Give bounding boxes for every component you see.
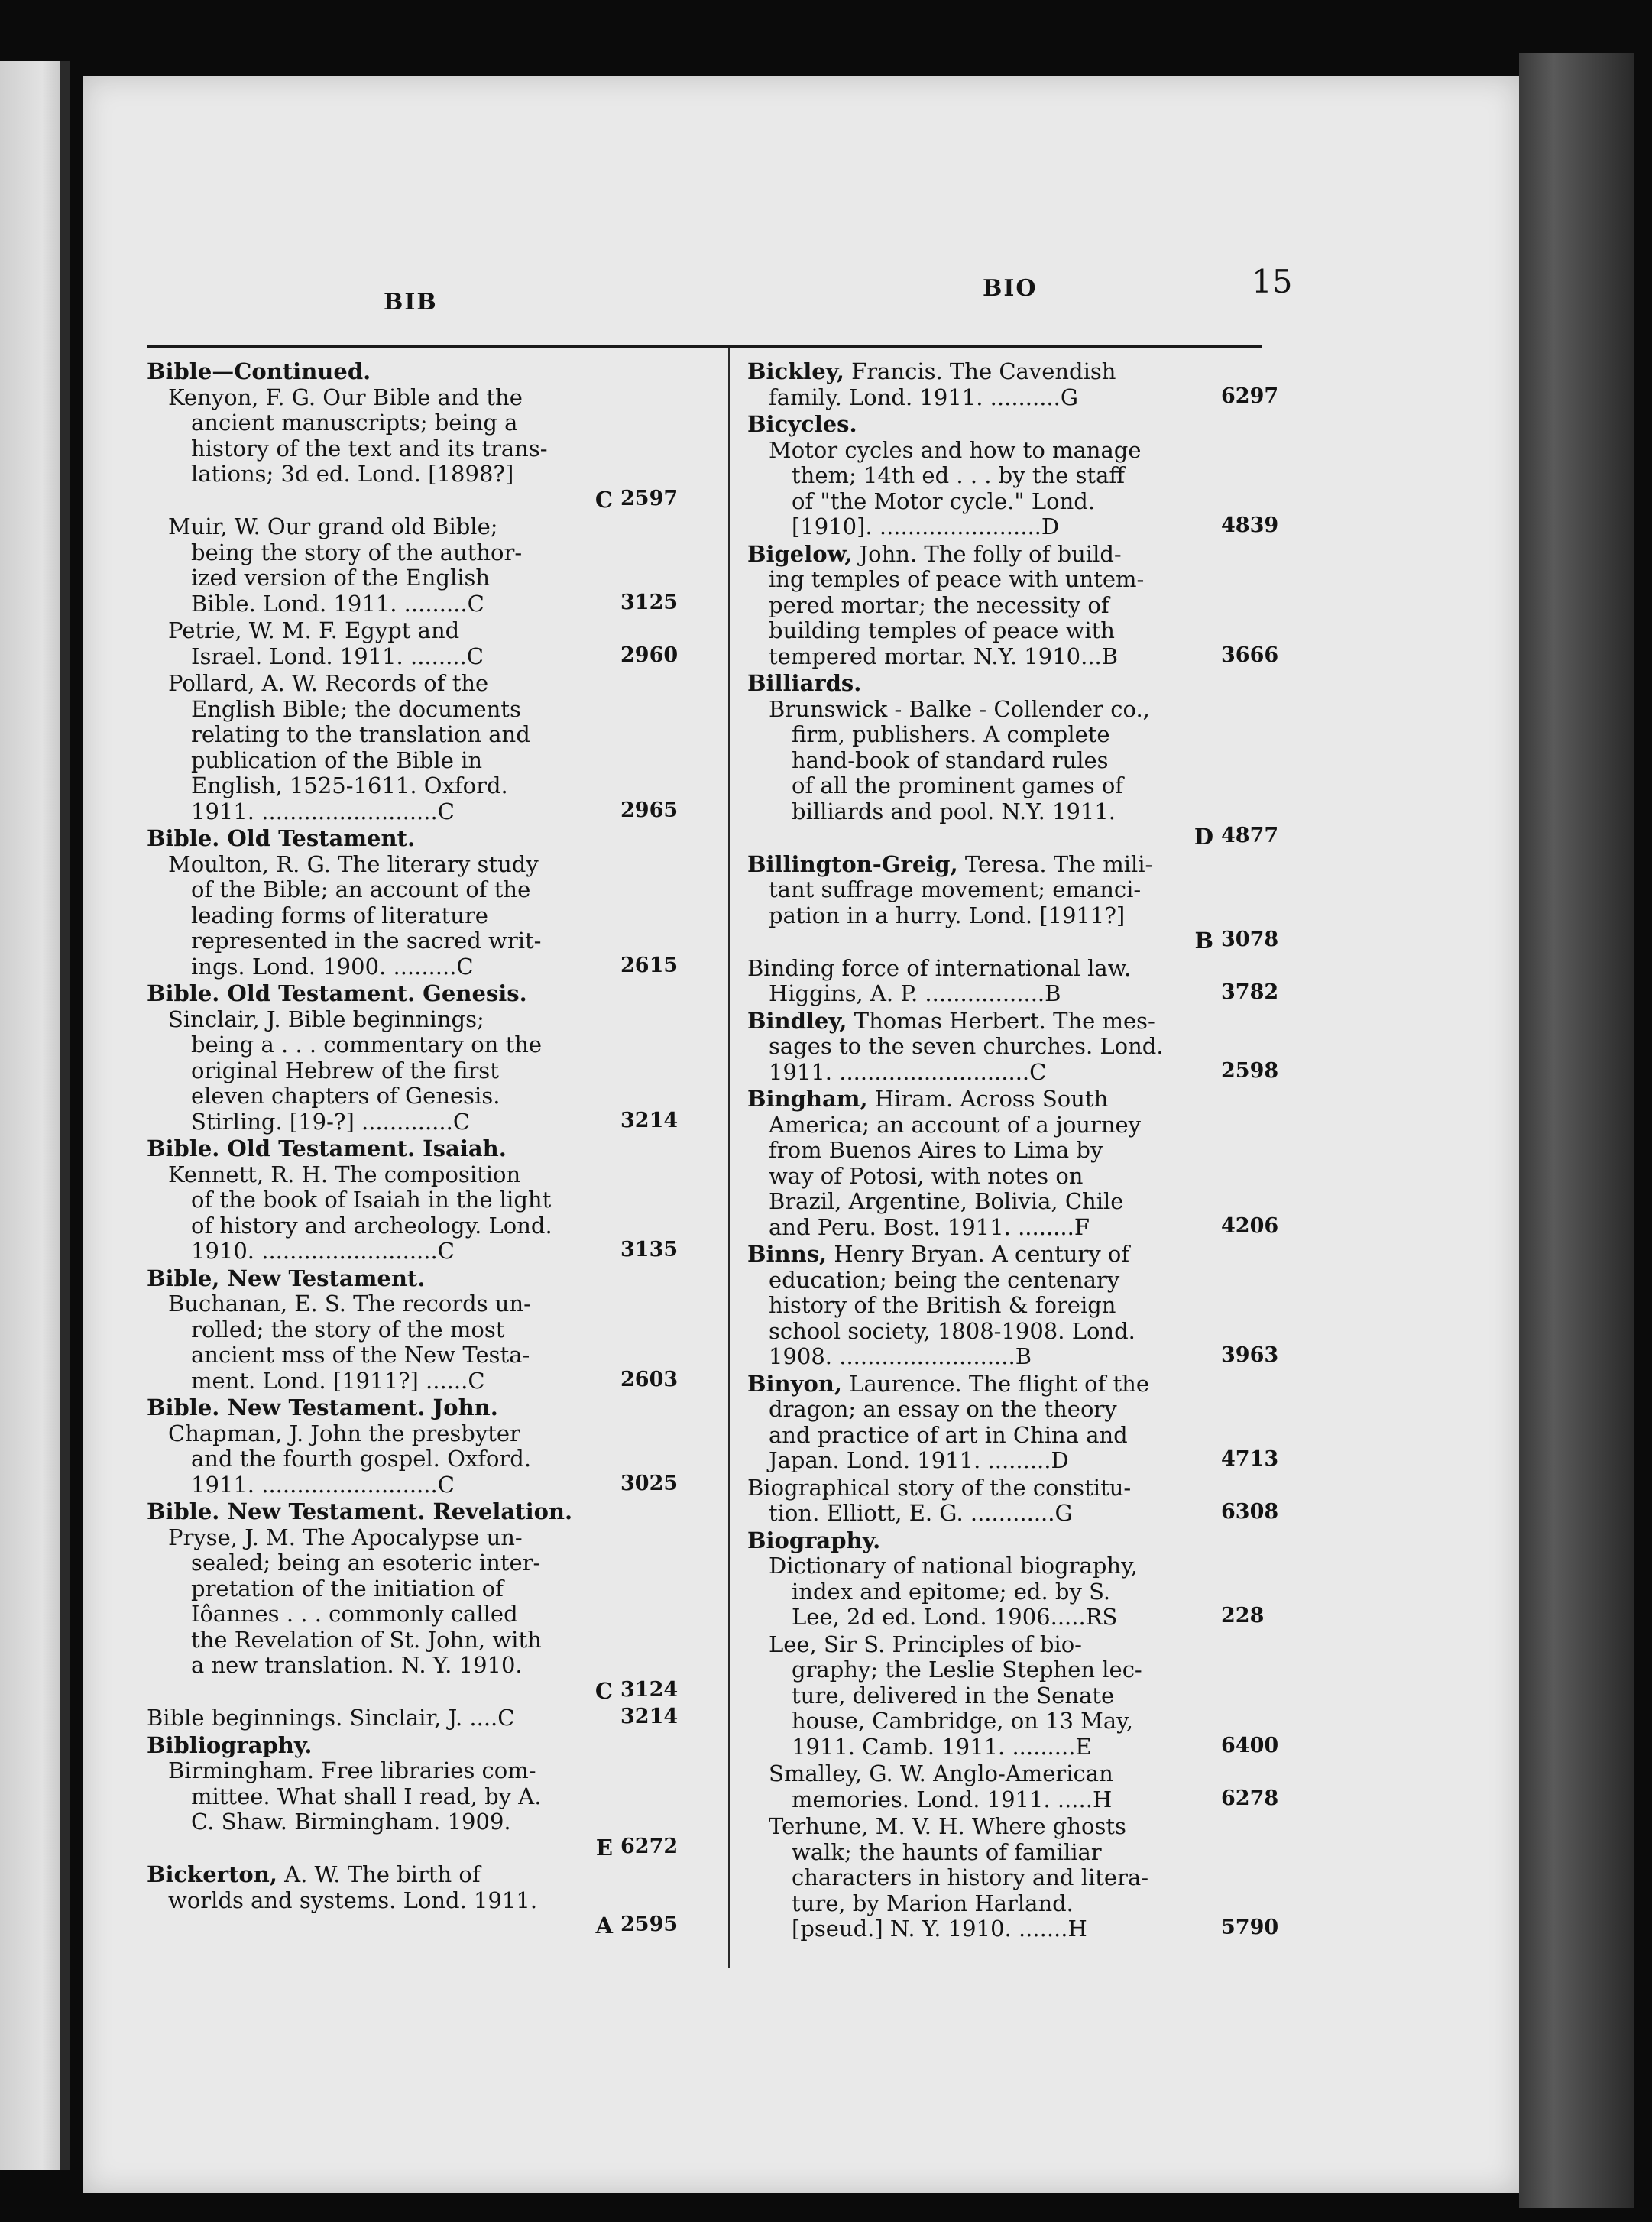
entry-line: family. Lond. 1911. ..........G: [769, 384, 1079, 410]
entry-line: Terhune, M. V. H. Where ghosts: [769, 1813, 1126, 1839]
catalog-entry: [747, 1372, 1328, 1474]
catalog-entry: [147, 618, 727, 669]
entry-line: relating to the translation and: [191, 721, 530, 747]
call-number: 3666: [1221, 643, 1279, 667]
entry-line: and practice of art in China and: [769, 1421, 1128, 1448]
call-number: 4839: [1221, 513, 1279, 537]
entry-line: tempered mortar. N.Y. 1910...B: [769, 643, 1119, 669]
entry-line: the Revelation of St. John, with: [191, 1626, 542, 1653]
entry-line: ings. Lond. 1900. .........C: [191, 953, 474, 980]
call-number: 2615: [620, 953, 679, 977]
catalog-entry: [747, 1632, 1328, 1760]
call-number: 3963: [1221, 1343, 1279, 1367]
catalog-entry: [147, 1758, 727, 1861]
subject-heading: Billiards.: [747, 670, 862, 696]
entry-line: education; being the centenary: [769, 1266, 1120, 1293]
subject-heading: Bible. Old Testament. Genesis.: [147, 980, 527, 1006]
entry-line: English Bible; the documents: [191, 695, 521, 722]
catalog-entry: [747, 359, 1328, 410]
call-number: 2965: [620, 798, 679, 822]
column-divider: [728, 348, 730, 1968]
entry-line: Bindley, Thomas Herbert. The mes-: [747, 1007, 1155, 1034]
entry-line: publication of the Bible in: [191, 747, 483, 773]
catalog-entry: [147, 852, 727, 980]
entry-line: 1911. Camb. 1911. .........E: [792, 1733, 1092, 1760]
entry-line: graphy; the Leslie Stephen lec-: [792, 1657, 1142, 1683]
call-number: 3214: [620, 1108, 679, 1132]
entry-line: firm, publishers. A complete: [792, 721, 1110, 747]
entry-line: Brazil, Argentine, Bolivia, Chile: [769, 1188, 1124, 1214]
entry-line: 1908. .........................B: [769, 1343, 1032, 1369]
call-number: 6297: [1221, 384, 1279, 408]
entry-line: Petrie, W. M. F. Egypt and: [168, 617, 460, 643]
entry-line: history of the British & foreign: [769, 1292, 1116, 1318]
call-number: 5790: [1221, 1916, 1279, 1939]
entry-line: being a . . . commentary on the: [191, 1032, 543, 1058]
catalog-entry: [747, 1553, 1328, 1631]
catalog-entry: [747, 1009, 1328, 1086]
entry-line: eleven chapters of Genesis.: [191, 1083, 500, 1109]
entry-line: Bickley, Francis. The Cavendish: [747, 358, 1116, 384]
catalog-entry: [747, 852, 1328, 954]
call-number: 3125: [620, 590, 679, 614]
subject-heading: Bible. Old Testament.: [147, 825, 416, 851]
entry-line: Motor cycles and how to manage: [769, 436, 1142, 463]
catalog-entry: [747, 1242, 1328, 1370]
entry-line: ture, by Marion Harland.: [792, 1890, 1074, 1916]
left-column: [147, 359, 727, 1941]
entry-line: school society, 1808-1908. Lond.: [769, 1317, 1135, 1344]
entry-line: of the Bible; an account of the: [191, 876, 531, 902]
entry-line: America; an account of a journey: [769, 1111, 1142, 1138]
entry-line: walk; the haunts of familiar: [792, 1838, 1102, 1865]
catalog-entry: [147, 1162, 727, 1265]
entry-line: Binyon, Laurence. The flight of the: [747, 1370, 1150, 1397]
entry-line: [pseud.] N. Y. 1910. .......H: [792, 1916, 1087, 1942]
entry-line: Binding force of international law.: [747, 954, 1132, 981]
entry-line: [1910]. .......................D: [792, 513, 1060, 539]
call-number: 3078: [1221, 928, 1279, 951]
entry-line: English, 1525-1611. Oxford.: [191, 773, 508, 798]
subject-heading: Bibliography.: [147, 1731, 313, 1758]
call-number: 2960: [620, 643, 679, 667]
call-number: 3025: [620, 1471, 679, 1495]
entry-line: Smalley, G. W. Anglo-American: [769, 1760, 1113, 1786]
entry-line: tion. Elliott, E. G. ............G: [769, 1500, 1073, 1526]
subject-heading: Bible. New Testament. Revelation.: [147, 1498, 573, 1524]
entry-line: leading forms of literature: [191, 902, 488, 928]
entry-line: B: [1194, 928, 1213, 954]
call-number: 4206: [1221, 1213, 1279, 1238]
entry-line: Bible. Lond. 1911. .........C: [191, 590, 484, 617]
call-number: 6308: [1221, 1500, 1279, 1524]
entry-line: C. Shaw. Birmingham. 1909.: [191, 1809, 511, 1835]
entry-line: ment. Lond. [1911?] ......C: [191, 1367, 485, 1394]
entry-line: Chapman, J. John the presbyter: [168, 1420, 520, 1446]
entry-line: memories. Lond. 1911. .....H: [792, 1786, 1113, 1812]
entry-line: Bigelow, John. The folly of build-: [747, 540, 1122, 567]
subject-heading: Bicycles.: [747, 411, 857, 437]
entry-line: and Peru. Bost. 1911. ........F: [769, 1213, 1090, 1240]
entry-line: Billington-Greig, Teresa. The mili-: [747, 850, 1153, 877]
call-number: 3135: [620, 1238, 679, 1262]
catalog-entry: [147, 1705, 727, 1731]
entry-line: A: [595, 1913, 613, 1939]
call-number: 2603: [620, 1367, 679, 1391]
right-guide-word: BIO: [983, 275, 1038, 302]
entry-line: pretation of the initiation of: [191, 1575, 504, 1602]
catalog-entry: [747, 1814, 1328, 1942]
entry-line: tant suffrage movement; emanci-: [769, 876, 1142, 902]
entry-line: Pollard, A. W. Records of the: [168, 670, 489, 696]
catalog-entry: [147, 1007, 727, 1135]
entry-line: a new translation. N. Y. 1910.: [191, 1652, 523, 1678]
entry-line: Buchanan, E. S. The records un-: [168, 1291, 531, 1317]
call-number: 2597: [620, 486, 679, 510]
entry-line: ancient manuscripts; being a: [191, 410, 518, 436]
left-guide-word: BIB: [384, 289, 438, 316]
catalog-entry: [747, 438, 1328, 540]
entry-line: and the fourth gospel. Oxford.: [191, 1446, 532, 1472]
catalog-entry: [147, 671, 727, 824]
entry-line: Japan. Lond. 1911. .........D: [769, 1447, 1069, 1473]
catalog-entry: [147, 1421, 727, 1498]
call-number: 6278: [1221, 1786, 1279, 1810]
entry-line: sealed; being an esoteric inter-: [191, 1550, 541, 1576]
entry-line: ancient mss of the New Testa-: [191, 1342, 530, 1368]
catalog-entry: [147, 514, 727, 617]
entry-line: from Buenos Aires to Lima by: [769, 1137, 1103, 1163]
call-number: 3124: [620, 1677, 679, 1702]
entry-line: E: [595, 1834, 613, 1861]
catalog-entry: [747, 1475, 1328, 1527]
entry-line: pered mortar; the necessity of: [769, 591, 1109, 618]
entry-line: Bible beginnings. Sinclair, J. ....C: [147, 1705, 515, 1731]
catalog-entry: [747, 1761, 1328, 1812]
catalog-entry: [747, 542, 1328, 670]
entry-line: 1911. .........................C: [191, 1471, 455, 1498]
call-number: 6400: [1221, 1733, 1279, 1757]
call-number: 3782: [1221, 980, 1279, 1004]
catalog-entry: [747, 697, 1328, 850]
subject-heading: Bible. Old Testament. Isaiah.: [147, 1135, 507, 1161]
call-number: 228: [1221, 1604, 1265, 1628]
subject-heading: Bible, New Testament.: [147, 1265, 426, 1291]
entry-line: of the book of Isaiah in the light: [191, 1187, 552, 1213]
book-edge: [1519, 53, 1634, 2208]
entry-line: hand-book of standard rules: [792, 747, 1109, 773]
header-rule: [147, 345, 1262, 348]
entry-line: ture, delivered in the Senate: [792, 1682, 1115, 1709]
entry-line: worlds and systems. Lond. 1911.: [168, 1887, 538, 1913]
catalog-entry: [147, 1525, 727, 1705]
entry-line: billiards and pool. N.Y. 1911.: [792, 798, 1116, 824]
entry-line: Muir, W. Our grand old Bible;: [168, 513, 498, 539]
subject-heading: Bible—Continued.: [147, 358, 371, 384]
entry-line: Bingham, Hiram. Across South: [747, 1086, 1109, 1112]
catalog-entry: [147, 1862, 727, 1939]
entry-line: Moulton, R. G. The literary study: [168, 850, 539, 877]
entry-line: building temples of peace with: [769, 617, 1115, 643]
entry-line: of all the prominent games of: [792, 773, 1124, 798]
entry-line: rolled; the story of the most: [191, 1316, 505, 1343]
entry-line: Lee, 2d ed. Lond. 1906.....RS: [792, 1604, 1118, 1630]
right-column: [747, 359, 1328, 1944]
call-number: 2595: [620, 1913, 679, 1936]
entry-line: Kenyon, F. G. Our Bible and the: [168, 384, 523, 410]
call-number: 4877: [1221, 824, 1279, 847]
entry-line: characters in history and litera-: [792, 1864, 1149, 1890]
entry-line: lations; 3d ed. Lond. [1898?]: [191, 461, 514, 487]
entry-line: 1911. ...........................C: [769, 1058, 1047, 1085]
entry-line: dragon; an essay on the theory: [769, 1396, 1117, 1422]
call-number: 6272: [620, 1834, 679, 1858]
entry-line: history of the text and its trans-: [191, 435, 548, 462]
entry-line: 1910. .........................C: [191, 1238, 455, 1264]
entry-line: index and epitome; ed. by S.: [792, 1578, 1111, 1605]
entry-line: 1911. .........................C: [191, 798, 455, 824]
entry-line: way of Potosi, with notes on: [769, 1162, 1084, 1189]
catalog-entry: [147, 1291, 727, 1394]
entry-line: Pryse, J. M. The Apocalypse un-: [168, 1524, 523, 1550]
entry-line: C: [594, 1677, 613, 1704]
entry-line: sages to the seven churches. Lond.: [769, 1033, 1164, 1059]
entry-line: Binns, Henry Bryan. A century of: [747, 1241, 1130, 1267]
catalog-entry: [747, 956, 1328, 1007]
page-number: 15: [1252, 263, 1293, 300]
call-number: 4713: [1221, 1447, 1279, 1471]
entry-line: Stirling. [19-?] .............C: [191, 1108, 471, 1135]
entry-line: Israel. Lond. 1911. ........C: [191, 643, 484, 669]
entry-line: Lee, Sir S. Principles of bio-: [769, 1631, 1082, 1657]
entry-line: house, Cambridge, on 13 May,: [792, 1708, 1133, 1734]
entry-line: D: [1194, 824, 1213, 850]
entry-line: Sinclair, J. Bible beginnings;: [168, 1006, 484, 1032]
entry-line: Iôannes . . . commonly called: [191, 1601, 518, 1627]
entry-line: Higgins, A. P. .................B: [769, 980, 1061, 1006]
subject-heading: Biography.: [747, 1527, 881, 1553]
entry-line: Birmingham. Free libraries com-: [168, 1757, 536, 1783]
entry-line: pation in a hurry. Lond. [1911?]: [769, 902, 1126, 928]
catalog-entry: [147, 385, 727, 513]
entry-line: Dictionary of national biography,: [769, 1553, 1138, 1579]
binding-shadow: [60, 61, 70, 2170]
entry-line: Kennett, R. H. The composition: [168, 1161, 521, 1187]
subject-heading: Bible. New Testament. John.: [147, 1394, 498, 1420]
entry-line: ized version of the English: [191, 565, 491, 591]
entry-line: Biographical story of the constitu-: [747, 1474, 1132, 1501]
entry-line: Bickerton, A. W. The birth of: [147, 1861, 481, 1887]
entry-line: Brunswick - Balke - Collender co.,: [769, 695, 1150, 722]
entry-line: ing temples of peace with untem-: [769, 566, 1145, 592]
entry-line: original Hebrew of the first: [191, 1057, 499, 1083]
call-number: 3214: [620, 1705, 679, 1728]
entry-line: C: [594, 486, 613, 513]
entry-line: mittee. What shall I read, by A.: [191, 1783, 542, 1809]
call-number: 2598: [1221, 1058, 1279, 1083]
entry-line: of "the Motor cycle." Lond.: [792, 487, 1096, 514]
entry-line: of history and archeology. Lond.: [191, 1212, 552, 1239]
entry-line: represented in the sacred writ-: [191, 928, 542, 954]
entry-line: them; 14th ed . . . by the staff: [792, 462, 1125, 488]
entry-line: being the story of the author-: [191, 539, 523, 565]
catalog-entry: [747, 1087, 1328, 1240]
